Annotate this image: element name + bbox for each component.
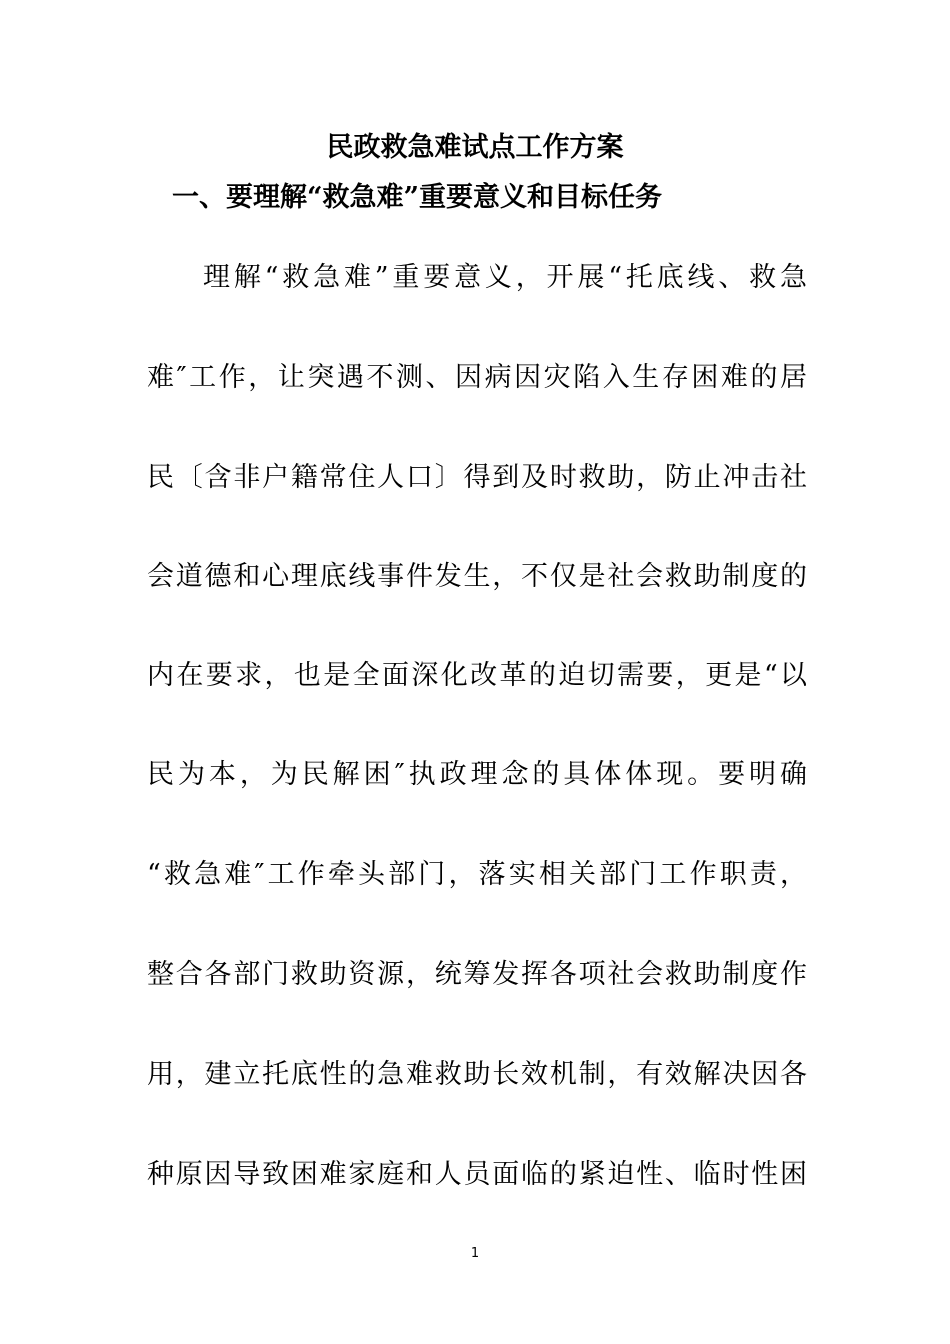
paragraph-line: 种原因导致困难家庭和人员面临的紧迫性、临时性困 bbox=[147, 1159, 807, 1190]
document-title: 民政救急难试点工作方案 bbox=[326, 132, 624, 163]
paragraph-line: 用，建立托底性的急难救助长效机制，有效解决因各 bbox=[147, 1059, 807, 1090]
paragraph-line: 民为本，为民解困″执政理念的具体体现。要明确 bbox=[147, 759, 807, 790]
page-number: 1 bbox=[470, 1246, 480, 1261]
paragraph-line: “救急难″工作牵头部门，落实相关部门工作职责， bbox=[147, 859, 807, 890]
paragraph-line: 会道德和心理底线事件发生，不仅是社会救助制度的 bbox=[147, 561, 807, 592]
paragraph-line: 内在要求，也是全面深化改革的迫切需要，更是“以 bbox=[147, 660, 807, 691]
paragraph-line: 整合各部门救助资源，统筹发挥各项社会救助制度作 bbox=[147, 959, 807, 990]
paragraph-line: 难″工作，让突遇不测、因病因灾陷入生存困难的居 bbox=[147, 362, 807, 393]
paragraph-line: 民〔含非户籍常住人口〕得到及时救助，防止冲击社 bbox=[147, 462, 807, 493]
section-heading: 一、要理解“救急难”重要意义和目标任务 bbox=[172, 182, 663, 213]
paragraph-line: 理解“救急难”重要意义，开展“托底线、救急 bbox=[203, 262, 807, 293]
